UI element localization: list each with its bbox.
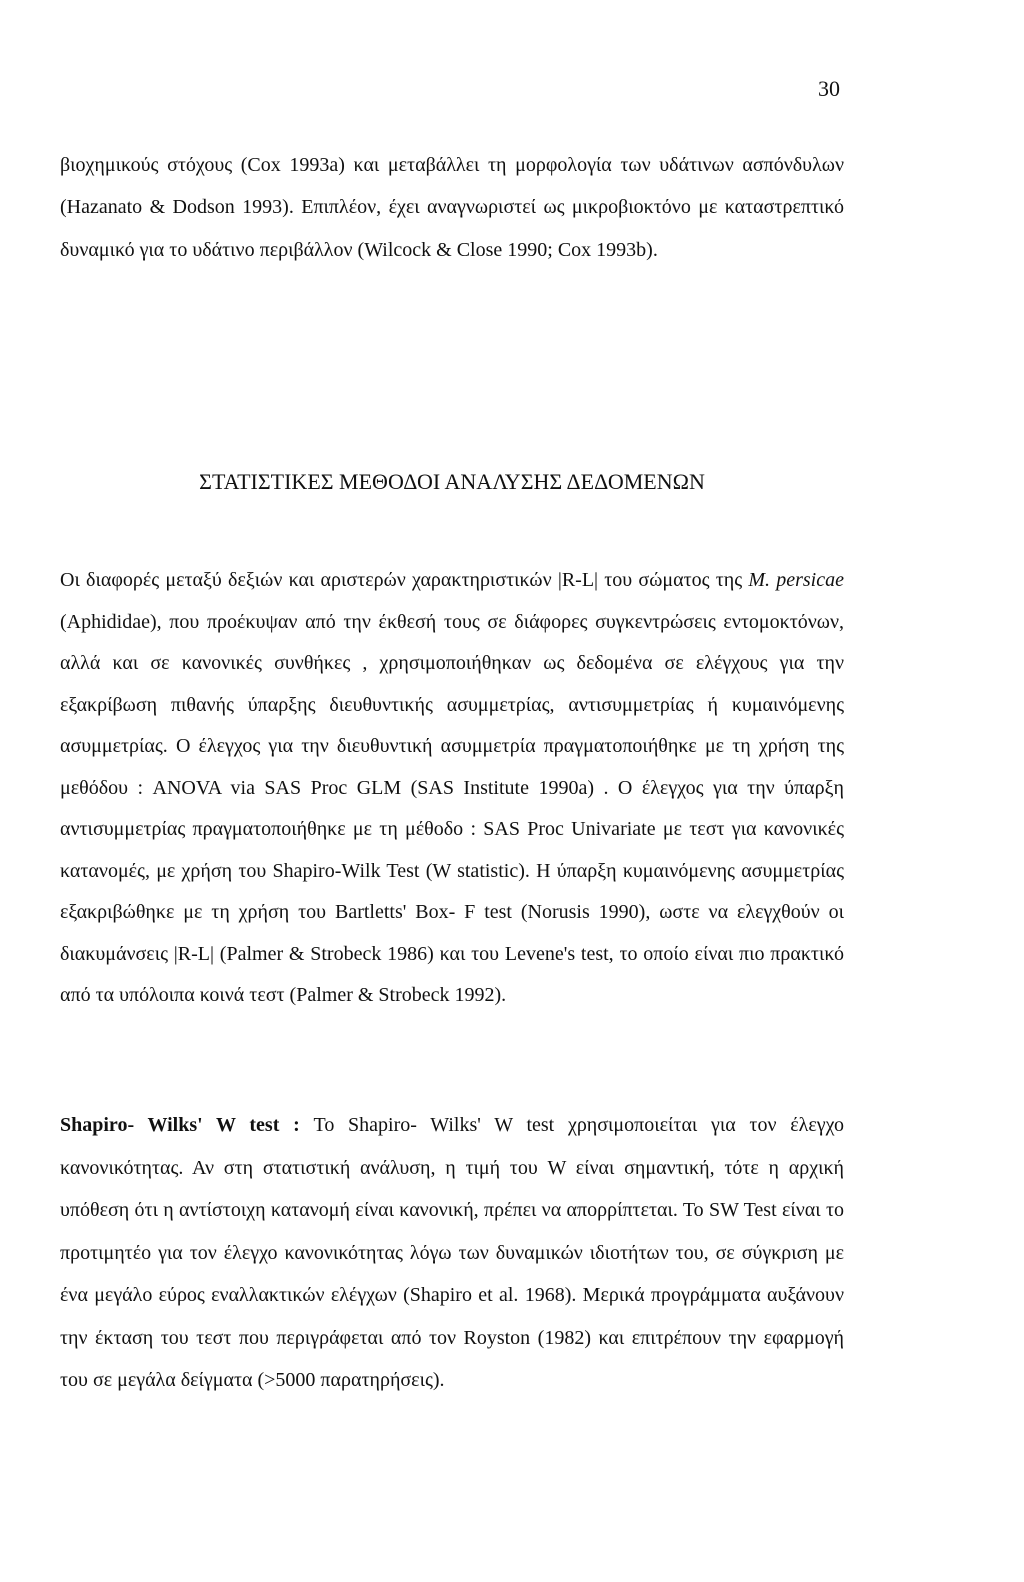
paragraph-methods-intro: Οι διαφορές μεταξύ δεξιών και αριστερών χαρακτηριστικών |R-L| του σώματος της	[60, 569, 749, 591]
paragraph-intro	[60, 144, 844, 271]
paragraph-shapiro-wilk-text	[60, 1104, 844, 1402]
shapiro-wilk-term: Shapiro- Wilks' W test :	[60, 1114, 300, 1136]
paragraph-methods-text	[60, 560, 844, 1017]
paragraph-methods	[60, 560, 844, 1017]
paragraph-methods-rest: (Aphididae), που προέκυψαν από την έκθεσή τους σε διάφορες συγκεντρώσεις εντομοκτόνων, αλλά και σε κανονικές συνθήκες , χρησιμοποιήθηκαν ως δεδομένα σε ελέγχους για την εξακρίβωση πιθανής ύπαρξης διευθυντικής ασυμμετρίας, αντισυμμετρίας ή κυμαινόμενης ασυμμετρίας. Ο έλεγχος για την διευθυντική ασυμμετρία πραγματοποιήθηκε με τη χρήση της μεθόδου : ANOVA via SAS Proc GLM (SAS Institute 1990a) . Ο έλεγχος για την ύπαρξη αντισυμμετρίας πραγματοποιήθηκε με τη μέθοδο : SAS Proc Univariate με τεστ για κανονικές κατανομές, με χρήση του Shapiro-Wilk Test (W statistic). Η ύπαρξη κυμαινόμενης ασυμμετρίας εξακριβώθηκε με τη χρήση του Bartletts' Box- F test (Norusis 1990), ωστε να ελεγχθούν οι διακυμάνσεις |R-L| (Palmer & Strobeck 1986) και του Levene's test, το οποίο είναι πιο πρακτικό από τα υπόλοιπα κοινά τεστ (Palmer & Strobeck 1992).	[60, 610, 844, 1006]
section-heading: ΣΤΑΤΙΣΤΙΚΕΣ ΜΕΘΟΔΟΙ ΑΝΑΛΥΣΗΣ ΔΕΔΟΜΕΝΩΝ	[199, 469, 705, 494]
paragraph-intro-text: βιοχημικούς στόχους (Cox 1993a) και μεταβάλλει τη μορφολογία των υδάτινων ασπόνδυλων (Hazanato & Dodson 1993). Επιπλέον, έχει αναγνωριστεί ως μικροβιοκτόνο με καταστρεπτικό δυναμικό για το υδάτινο περιβάλλον (Wilcock & Close 1990; Cox 1993b).	[60, 154, 844, 261]
paragraph-shapiro-wilk-rest: Το Shapiro- Wilks' W test χρησιμοποιείται για τον έλεγχο κανονικότητας. Αν στη στατιστική ανάλυση, η τιμή του W είναι σημαντική, τότε η αρχική υπόθεση ότι η αντίστοιχη κατανομή είναι κανονική, πρέπει να απορρίπτεται. Το SW Test είναι το προτιμητέο για τον έλεγχο κανονικότητας λόγω των δυναμικών ιδιοτήτων του, σε σύγκριση με ένα μεγάλο εύρος εναλλακτικών ελέγχων (Shapiro et al. 1968). Μερικά προγράμματα αυξάνουν την έκταση του τεστ που περιγράφεται από τον Royston (1982) και επιτρέπουν την εφαρμογή του σε μεγάλα δείγματα (>5000 παρατηρήσεις).	[60, 1114, 845, 1391]
paragraph-shapiro-wilk	[60, 1104, 844, 1402]
species-name: M. persicae	[748, 569, 844, 591]
page-number: 30	[818, 76, 840, 101]
